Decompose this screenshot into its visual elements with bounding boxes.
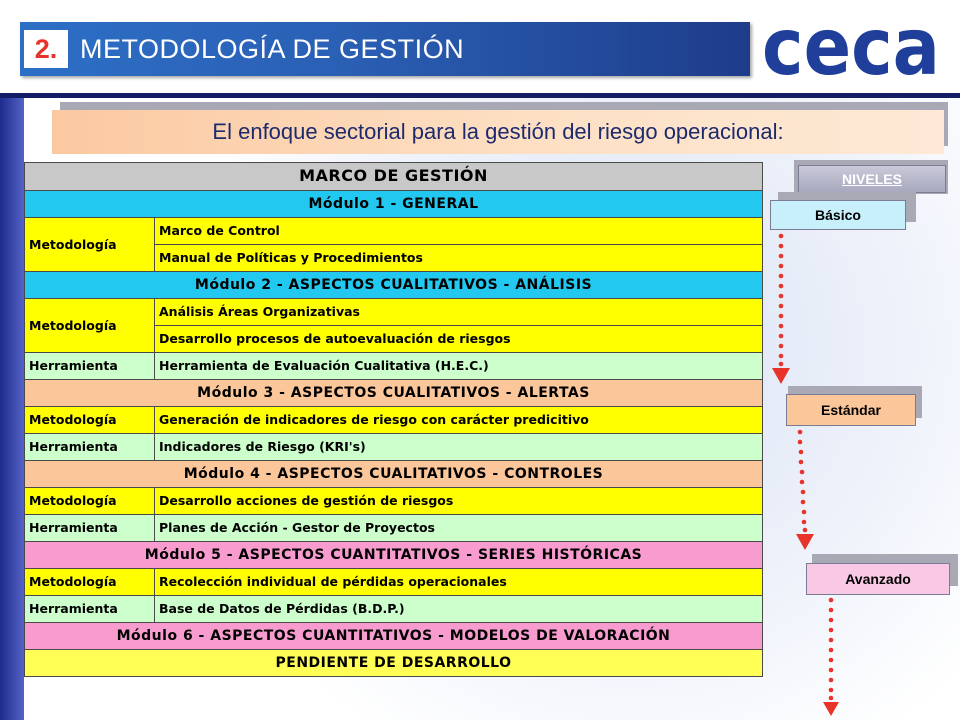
row-category: Metodología: [25, 407, 155, 434]
subtitle: El enfoque sectorial para la gestión del riesgo operacional:: [52, 110, 944, 154]
module-header: Módulo 4 - ASPECTOS CUALITATIVOS - CONTROLES: [25, 461, 763, 488]
ceca-logo: [760, 14, 942, 80]
framework-title: MARCO DE GESTIÓN: [25, 163, 763, 191]
module-row: [25, 461, 763, 488]
table-row: [25, 299, 763, 326]
row-category: Metodología: [25, 569, 155, 596]
table-row: [25, 596, 763, 623]
row-description: Desarrollo procesos de autoevaluación de riesgos: [155, 326, 763, 353]
table-row: [25, 407, 763, 434]
row-description: Marco de Control: [155, 218, 763, 245]
table-row: [25, 515, 763, 542]
row-category: Herramienta: [25, 596, 155, 623]
table-row: [25, 218, 763, 245]
module-header: Módulo 5 - ASPECTOS CUANTITATIVOS - SERIES HISTÓRICAS: [25, 542, 763, 569]
row-category: Herramienta: [25, 515, 155, 542]
module-row: [25, 542, 763, 569]
row-category: Metodología: [25, 218, 155, 272]
module-row: [25, 191, 763, 218]
framework-title-row: [25, 163, 763, 191]
level-avanzado: Avanzado: [806, 563, 950, 595]
module-header: Módulo 3 - ASPECTOS CUALITATIVOS - ALERTAS: [25, 380, 763, 407]
table-row: [25, 434, 763, 461]
row-description: Recolección individual de pérdidas operacionales: [155, 569, 763, 596]
row-category: Herramienta: [25, 434, 155, 461]
row-description: Análisis Áreas Organizativas: [155, 299, 763, 326]
row-category: Metodología: [25, 299, 155, 353]
module-row: [25, 272, 763, 299]
module-header: Módulo 2 - ASPECTOS CUALITATIVOS - ANÁLISIS: [25, 272, 763, 299]
table-row: [25, 569, 763, 596]
framework-table: [24, 162, 763, 677]
module-header: Módulo 1 - GENERAL: [25, 191, 763, 218]
section-title: METODOLOGÍA DE GESTIÓN: [80, 34, 465, 64]
module-row: [25, 650, 763, 677]
module-row: [25, 623, 763, 650]
logo-text: ceca: [762, 14, 940, 80]
left-accent-bar: [0, 98, 24, 720]
table-row: [25, 353, 763, 380]
row-category: Herramienta: [25, 353, 155, 380]
row-description: Herramienta de Evaluación Cualitativa (H.E.C.): [155, 353, 763, 380]
row-description: Base de Datos de Pérdidas (B.D.P.): [155, 596, 763, 623]
row-description: Desarrollo acciones de gestión de riesgos: [155, 488, 763, 515]
row-category: Metodología: [25, 488, 155, 515]
level-estandar: Estándar: [786, 394, 916, 426]
row-description: Indicadores de Riesgo (KRI's): [155, 434, 763, 461]
row-description: Manual de Políticas y Procedimientos: [155, 245, 763, 272]
table-row: [25, 488, 763, 515]
levels-heading: NIVELES: [798, 165, 946, 193]
module-header: Módulo 6 - ASPECTOS CUANTITATIVOS - MODELOS DE VALORACIÓN: [25, 623, 763, 650]
module-header: PENDIENTE DE DESARROLLO: [25, 650, 763, 677]
level-basico: Básico: [770, 200, 906, 230]
row-description: Planes de Acción - Gestor de Proyectos: [155, 515, 763, 542]
module-row: [25, 380, 763, 407]
row-description: Generación de indicadores de riesgo con carácter predicitivo: [155, 407, 763, 434]
section-number: 2.: [24, 30, 68, 68]
